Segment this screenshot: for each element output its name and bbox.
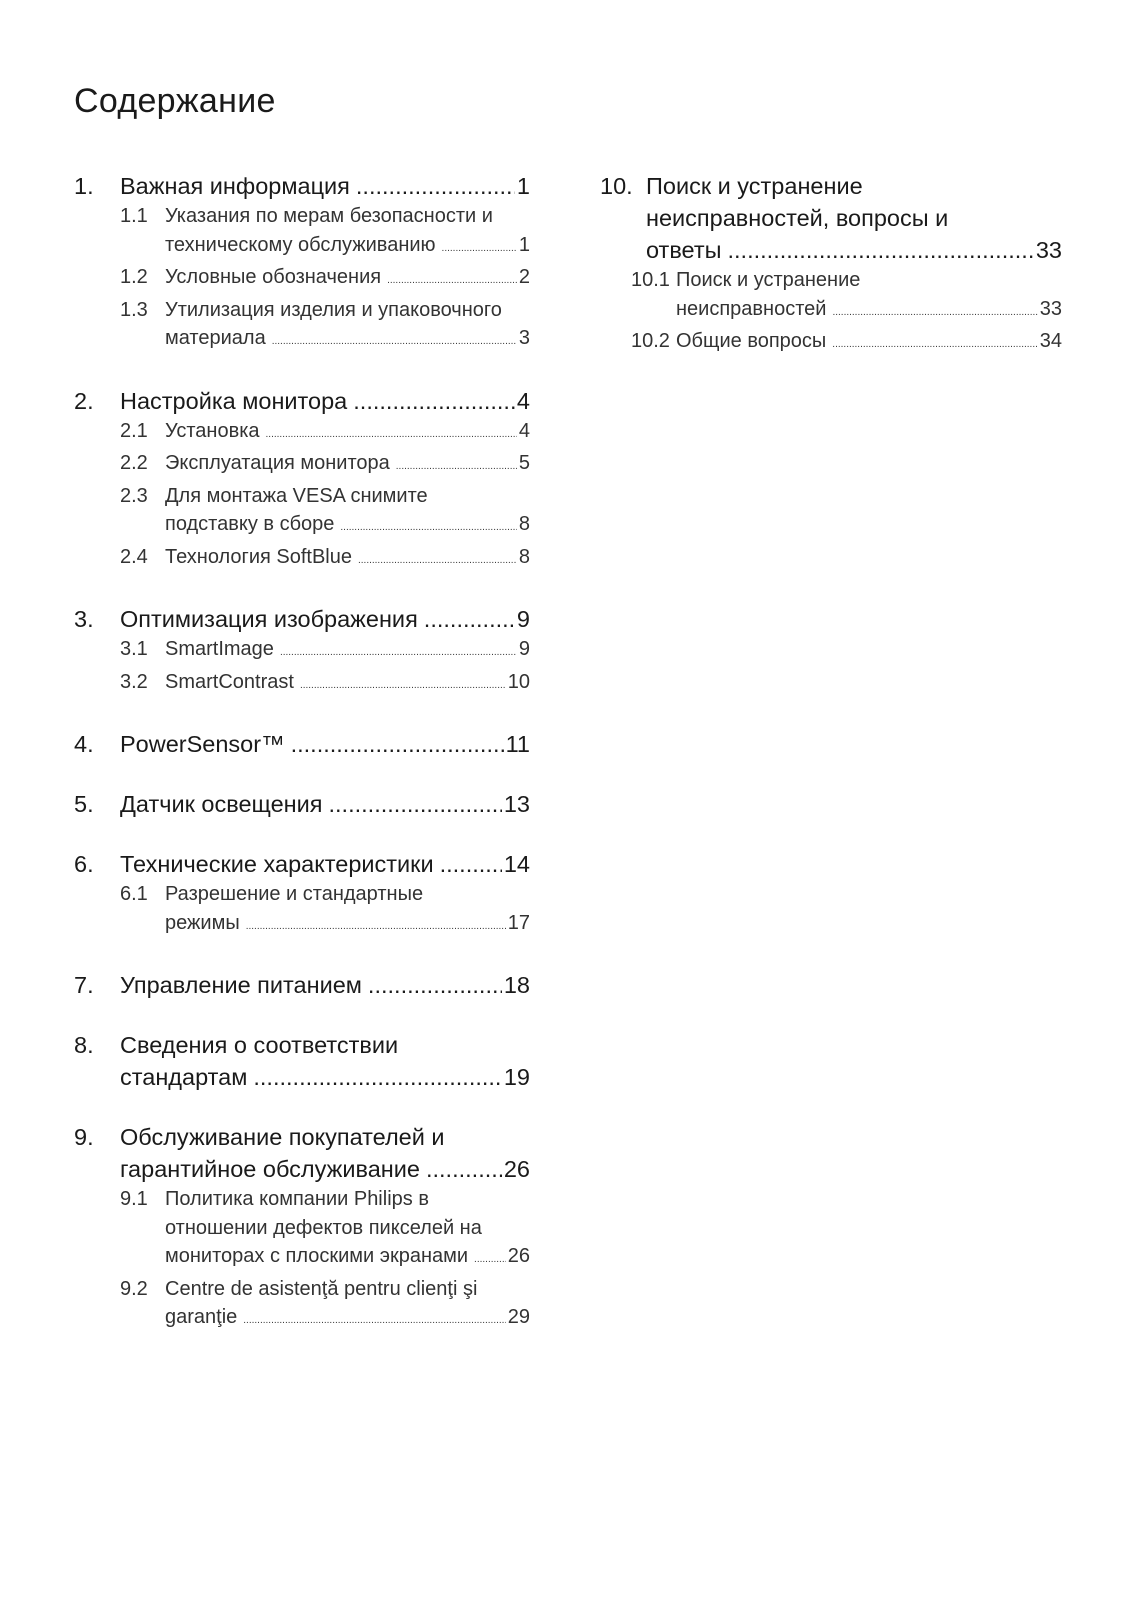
section-title: [165, 880, 530, 941]
title-text: Утилизация изделия и упаковочного: [165, 298, 502, 321]
dot-leader: [266, 421, 517, 450]
title-line: [120, 728, 530, 760]
title-line: [120, 1029, 530, 1061]
page-number: 4: [516, 387, 530, 414]
title-text: SmartContrast: [165, 670, 294, 693]
toc-chapter: [74, 848, 530, 941]
chapter-number: 6.: [74, 851, 94, 877]
chapter-title: [120, 728, 530, 760]
section-number: 1.3: [120, 298, 148, 321]
title-text: Поиск и устранение: [646, 173, 863, 199]
title-line: [165, 1275, 530, 1304]
title-line: [165, 263, 530, 296]
dot-leader: [291, 728, 504, 760]
title-line: [646, 170, 1062, 202]
page-number: 2: [518, 266, 530, 288]
chapter-number: 2.: [74, 387, 94, 414]
title-line: [165, 909, 530, 942]
section-number: 1.1: [120, 205, 148, 227]
dot-leader: [329, 788, 502, 820]
dot-leader: [440, 848, 502, 880]
chapter-title: [646, 170, 1062, 266]
title-line: [165, 1185, 530, 1214]
title-text: Установка: [165, 419, 260, 442]
dot-leader: [832, 299, 1037, 328]
page-number: 10: [507, 670, 530, 693]
title-text: Технические характеристики: [120, 851, 434, 877]
title-text: материала: [165, 327, 266, 349]
chapter-title: [120, 1029, 530, 1093]
section-title: [165, 482, 530, 543]
toc-section-entry[interactable]: [74, 296, 530, 357]
title-text: Указания по мерам безопасности и: [165, 205, 493, 227]
dot-leader: [243, 1307, 505, 1336]
title-line: [120, 385, 530, 417]
title-line: [120, 170, 530, 202]
title-line: [165, 635, 530, 668]
section-title: [165, 449, 530, 482]
toc-chapter-entry[interactable]: [74, 603, 530, 635]
toc-chapter-entry[interactable]: [600, 170, 1062, 266]
title-line: [676, 295, 1062, 328]
toc-chapter: [74, 728, 530, 760]
title-line: [646, 234, 1062, 266]
page-number: 26: [507, 1245, 530, 1267]
page-number: 5: [518, 452, 530, 474]
title-text: Управление питанием: [120, 972, 362, 998]
dot-leader: [272, 328, 517, 357]
section-title: [165, 1185, 530, 1275]
chapter-number: 4.: [74, 731, 94, 757]
title-text: Общие вопросы: [676, 330, 827, 352]
chapter-number: 9.: [74, 1124, 94, 1150]
toc-section-entry[interactable]: [74, 1275, 530, 1336]
page-number: 13: [503, 791, 530, 817]
section-number: 3.1: [120, 638, 148, 660]
dot-leader: [442, 235, 517, 264]
dot-leader: [353, 385, 515, 417]
page-number: 4: [518, 419, 530, 442]
title-line: [165, 1242, 530, 1275]
title-line: [676, 327, 1062, 360]
title-text: ответы: [646, 237, 722, 263]
section-title: [165, 543, 530, 576]
dot-leader: [368, 969, 502, 1001]
page-number: 17: [507, 911, 530, 934]
section-title: [165, 296, 530, 357]
section-number: 2.4: [120, 545, 148, 568]
page-number: 1: [518, 233, 530, 256]
title-line: [165, 543, 530, 576]
toc-section-entry[interactable]: [74, 635, 530, 668]
chapter-number: 3.: [74, 606, 94, 632]
toc-section-entry[interactable]: [74, 482, 530, 543]
section-number: 10.2: [631, 330, 670, 352]
title-text: Технология SoftBlue: [165, 545, 352, 568]
dot-leader: [424, 603, 515, 635]
title-text: PowerSensor™: [120, 731, 285, 757]
section-title: [165, 417, 530, 450]
title-text: Датчик освещения: [120, 791, 323, 817]
title-line: [120, 788, 530, 820]
dot-leader: [474, 1246, 506, 1275]
title-text: неисправностей: [676, 297, 827, 320]
dot-leader: [280, 639, 517, 668]
chapter-title: [120, 170, 530, 202]
title-line: [165, 417, 530, 450]
title-line: [120, 603, 530, 635]
chapter-title: [120, 969, 530, 1001]
dot-leader: [832, 331, 1037, 360]
title-text: Оптимизация изображения: [120, 606, 418, 632]
toc-chapter: [74, 603, 530, 700]
section-title: [165, 202, 530, 263]
title-line: [120, 1061, 530, 1093]
title-line: [165, 324, 530, 357]
title-text: неисправностей, вопросы и: [646, 205, 949, 231]
chapter-number: 8.: [74, 1032, 94, 1058]
chapter-title: [120, 848, 530, 880]
toc-section-entry[interactable]: [600, 327, 1062, 360]
title-text: режимы: [165, 911, 240, 934]
section-number: 2.2: [120, 452, 148, 474]
toc-right-column: [600, 170, 1062, 388]
toc-chapter: [74, 1029, 530, 1093]
page-number: 9: [516, 606, 530, 632]
section-title: [165, 635, 530, 668]
toc-section-entry[interactable]: [74, 263, 530, 296]
dot-leader: [358, 547, 517, 576]
dot-leader: [396, 453, 517, 482]
title-line: [120, 969, 530, 1001]
title-line: [165, 1214, 530, 1243]
toc-chapter-entry[interactable]: [74, 788, 530, 820]
title-text: Эксплуатация монитора: [165, 452, 390, 474]
title-text: Настройка монитора: [120, 387, 348, 414]
toc-chapter-entry[interactable]: [74, 170, 530, 202]
title-text: Centre de asistenţă pentru clienţi şi: [165, 1277, 478, 1300]
title-line: [165, 510, 530, 543]
toc-chapter-entry[interactable]: [74, 969, 530, 1001]
title-line: [165, 296, 530, 325]
toc-section-entry[interactable]: [74, 543, 530, 576]
section-number: 2.3: [120, 484, 148, 507]
title-line: [120, 1121, 530, 1153]
section-title: [165, 263, 530, 296]
section-title: [165, 1275, 530, 1336]
title-line: [165, 482, 530, 511]
page-number: 33: [1039, 297, 1062, 320]
page-number: 1: [516, 173, 530, 199]
section-number: 6.1: [120, 883, 148, 905]
title-text: Поиск и устранение: [676, 269, 861, 291]
section-number: 2.1: [120, 419, 148, 442]
toc-chapter-entry[interactable]: [74, 1029, 530, 1093]
chapter-title: [120, 788, 530, 820]
title-text: мониторах с плоскими экранами: [165, 1245, 469, 1267]
title-text: подставку в сборе: [165, 513, 335, 535]
section-title: [676, 327, 1062, 360]
toc-chapter-entry[interactable]: [74, 728, 530, 760]
page-title: Содержание: [74, 82, 276, 120]
page-number: 3: [518, 327, 530, 349]
title-line: [676, 266, 1062, 295]
toc-section-entry[interactable]: [74, 202, 530, 263]
dot-leader: [426, 1153, 502, 1185]
page-number: 18: [503, 972, 530, 998]
section-number: 3.2: [120, 670, 148, 693]
toc-chapter-entry[interactable]: [74, 1121, 530, 1185]
title-line: [165, 202, 530, 231]
title-line: [646, 202, 1062, 234]
title-text: Сведения о соответствии: [120, 1032, 399, 1058]
dot-leader: [727, 234, 1033, 266]
title-line: [120, 848, 530, 880]
section-number: 10.1: [631, 269, 670, 291]
page-number: 11: [505, 731, 530, 757]
title-text: Условные обозначения: [165, 266, 382, 288]
chapter-number: 5.: [74, 791, 94, 817]
toc-section-entry[interactable]: [74, 668, 530, 701]
chapter-title: [120, 603, 530, 635]
title-line: [165, 1303, 530, 1336]
page-number: 33: [1035, 237, 1062, 263]
toc-section-entry[interactable]: [600, 266, 1062, 327]
page-number: 26: [503, 1156, 530, 1182]
dot-leader: [253, 1061, 502, 1093]
page-number: 19: [503, 1064, 530, 1090]
toc-chapter: [74, 1121, 530, 1336]
toc-chapter: [74, 385, 530, 576]
chapter-title: [120, 385, 530, 417]
title-line: [165, 668, 530, 701]
title-text: Обслуживание покупателей и: [120, 1124, 445, 1150]
title-text: Важная информация: [120, 173, 350, 199]
section-number: 1.2: [120, 266, 148, 288]
chapter-number: 1.: [74, 173, 94, 199]
dot-leader: [356, 170, 515, 202]
toc-chapter: [74, 969, 530, 1001]
title-text: отношении дефектов пикселей на: [165, 1216, 482, 1239]
dot-leader: [340, 514, 516, 543]
section-title: [165, 668, 530, 701]
title-text: SmartImage: [165, 638, 274, 660]
title-text: гарантийное обслуживание: [120, 1156, 420, 1182]
dot-leader: [387, 267, 517, 296]
section-title: [676, 266, 1062, 327]
chapter-number: 10.: [600, 173, 633, 199]
toc-left-column: [74, 170, 530, 1364]
toc-section-entry[interactable]: [74, 1185, 530, 1275]
section-number: 9.1: [120, 1188, 148, 1210]
chapter-number: 7.: [74, 972, 94, 998]
toc-section-entry[interactable]: [74, 880, 530, 941]
title-text: Для монтажа VESA снимите: [165, 484, 428, 507]
title-line: [165, 449, 530, 482]
title-text: техническому обслуживанию: [165, 233, 436, 256]
page-number: 8: [518, 545, 530, 568]
title-text: стандартам: [120, 1064, 248, 1090]
toc-section-entry[interactable]: [74, 449, 530, 482]
page-number: 29: [507, 1306, 530, 1328]
chapter-title: [120, 1121, 530, 1185]
title-text: Разрешение и стандартные: [165, 883, 424, 905]
toc-chapter-entry[interactable]: [74, 385, 530, 417]
toc-section-entry[interactable]: [74, 417, 530, 450]
toc-chapter: [600, 170, 1062, 360]
title-line: [120, 1153, 530, 1185]
title-text: garanţie: [165, 1306, 238, 1328]
title-line: [165, 231, 530, 264]
toc-chapter: [74, 788, 530, 820]
title-text: Политика компании Philips в: [165, 1188, 429, 1210]
page-number: 34: [1039, 330, 1062, 352]
dot-leader: [246, 913, 506, 942]
page-number: 14: [503, 851, 530, 877]
section-number: 9.2: [120, 1277, 148, 1300]
title-line: [165, 880, 530, 909]
toc-chapter: [74, 170, 530, 357]
page-number: 8: [518, 513, 530, 535]
page-number: 9: [518, 638, 530, 660]
toc-chapter-entry[interactable]: [74, 848, 530, 880]
dot-leader: [300, 672, 506, 701]
